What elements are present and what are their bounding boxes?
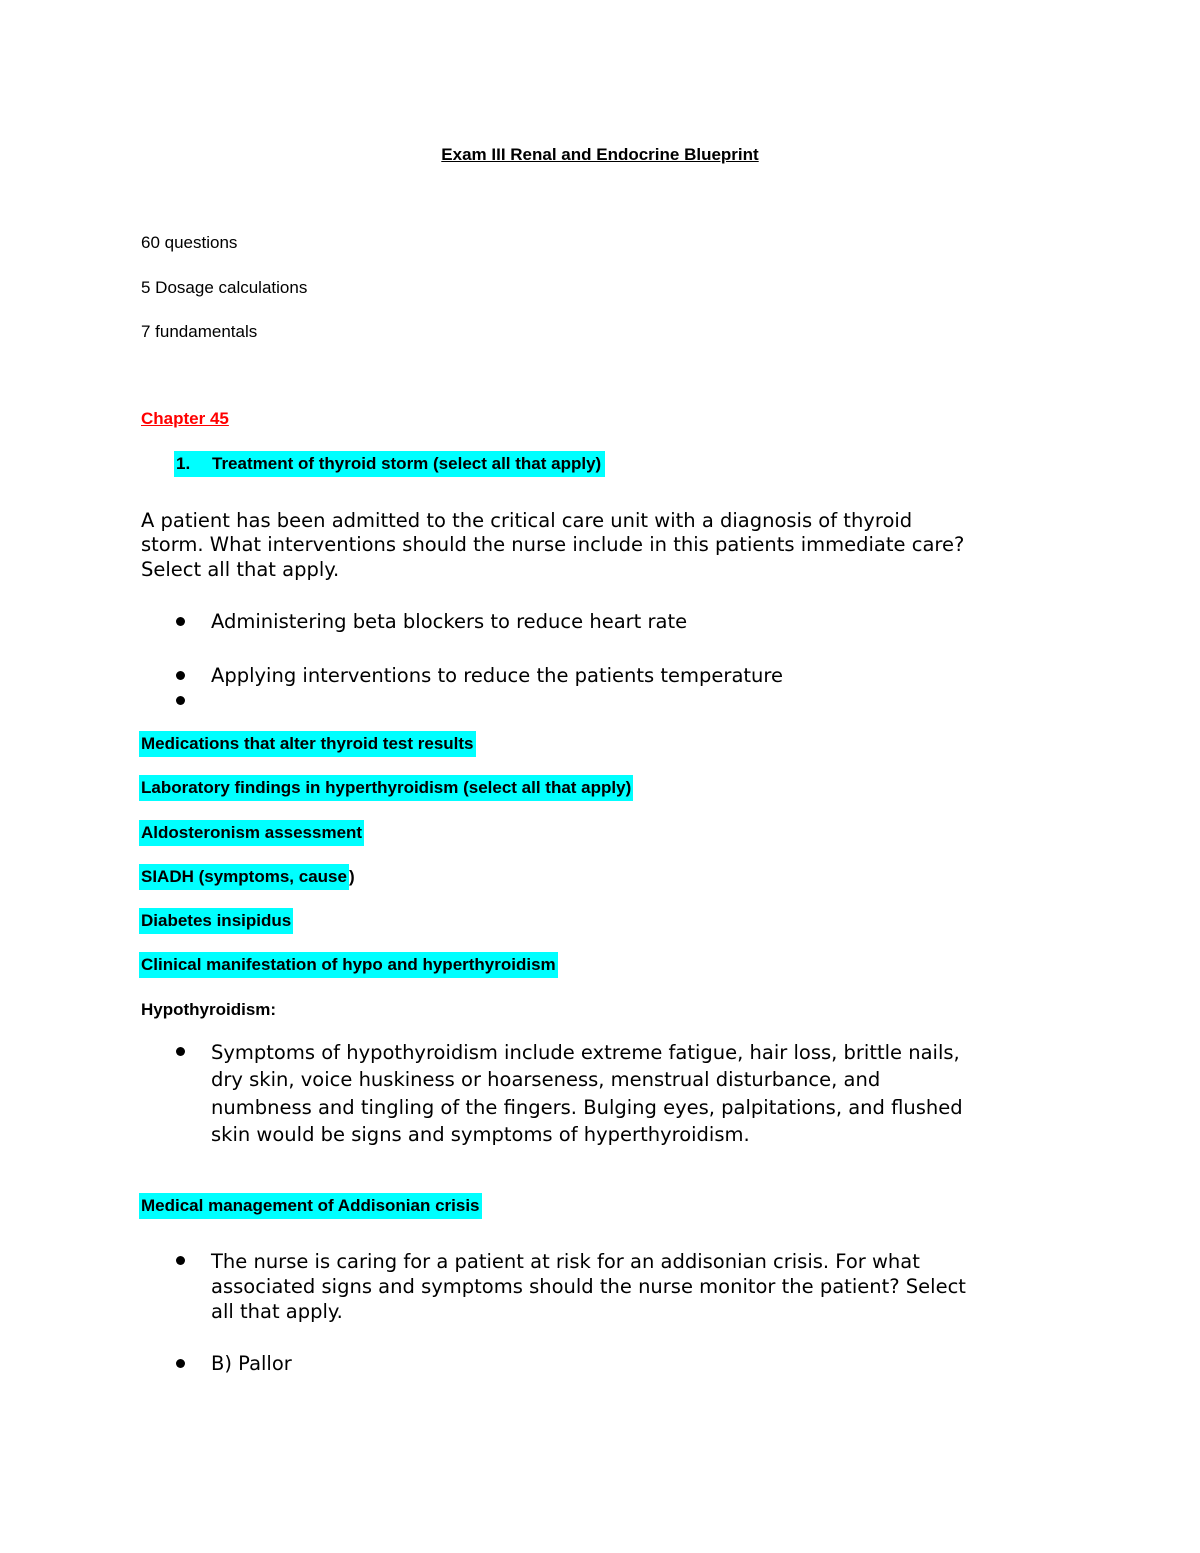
hypothyroidism-label: Hypothyroidism:: [141, 1000, 277, 1019]
topic-medications: [141, 734, 476, 754]
answer-2: Applying interventions to reduce the patients temperature: [211, 664, 783, 687]
topic-clinical-manifestation: [141, 955, 558, 975]
item-1-highlight: [174, 451, 605, 477]
topic-aldosteronism: [141, 823, 364, 843]
topic-siadh: [141, 867, 355, 887]
item-1-heading: [176, 454, 605, 474]
topic-diabetes-insipidus: [141, 911, 293, 931]
bullet-icon: [176, 671, 185, 680]
item-1-text: Treatment of thyroid storm (select all that apply): [212, 454, 602, 473]
topic-siadh-text: SIADH (symptoms, cause: [139, 864, 349, 890]
addisonian-question-line-1: The nurse is caring for a patient at risk for an addisonian crisis. For what: [211, 1250, 920, 1273]
topic-aldosteronism-text: Aldosteronism assessment: [139, 820, 364, 846]
bullet-icon: [176, 1256, 185, 1265]
question-count: 60 questions: [141, 233, 238, 252]
bullet-icon: [176, 617, 185, 626]
topic-diabetes-insipidus-text: Diabetes insipidus: [139, 908, 293, 934]
addisonian-answer: B) Pallor: [211, 1352, 292, 1375]
bullet-icon: [176, 696, 185, 705]
question-1-line-1: A patient has been admitted to the critical care unit with a diagnosis of thyroid: [141, 509, 913, 532]
hypothyroidism-line-4: skin would be signs and symptoms of hyperthyroidism.: [211, 1123, 750, 1146]
hypothyroidism-line-3: numbness and tingling of the fingers. Bulging eyes, palpitations, and flushed: [211, 1096, 963, 1119]
topic-siadh-suffix: ): [348, 867, 355, 886]
chapter-heading: Chapter 45: [141, 409, 229, 428]
topic-lab-findings: [141, 778, 633, 798]
dosage-count: 5 Dosage calculations: [141, 278, 308, 297]
document-title: Exam III Renal and Endocrine Blueprint: [441, 145, 759, 164]
question-1-line-3: Select all that apply.: [141, 558, 340, 581]
addisonian-question-line-3: all that apply.: [211, 1300, 343, 1323]
topic-medications-text: Medications that alter thyroid test results: [139, 731, 476, 757]
fundamentals-count: 7 fundamentals: [141, 322, 258, 341]
topic-addisonian: [141, 1196, 482, 1216]
question-1-line-2: storm. What interventions should the nurse include in this patients immediate care?: [141, 533, 965, 556]
item-1-number: 1.: [176, 454, 191, 473]
topic-addisonian-text: Medical management of Addisonian crisis: [139, 1193, 482, 1219]
topic-lab-findings-text: Laboratory findings in hyperthyroidism (select all that apply): [139, 775, 633, 801]
addisonian-question-line-2: associated signs and symptoms should the nurse monitor the patient? Select: [211, 1275, 966, 1298]
bullet-icon: [176, 1359, 185, 1368]
answer-1: Administering beta blockers to reduce heart rate: [211, 610, 688, 633]
topic-clinical-manifestation-text: Clinical manifestation of hypo and hyperthyroidism: [139, 952, 558, 978]
hypothyroidism-line-2: dry skin, voice huskiness or hoarseness, menstrual disturbance, and: [211, 1068, 881, 1091]
hypothyroidism-line-1: Symptoms of hypothyroidism include extreme fatigue, hair loss, brittle nails,: [211, 1041, 960, 1064]
bullet-icon: [176, 1047, 185, 1056]
